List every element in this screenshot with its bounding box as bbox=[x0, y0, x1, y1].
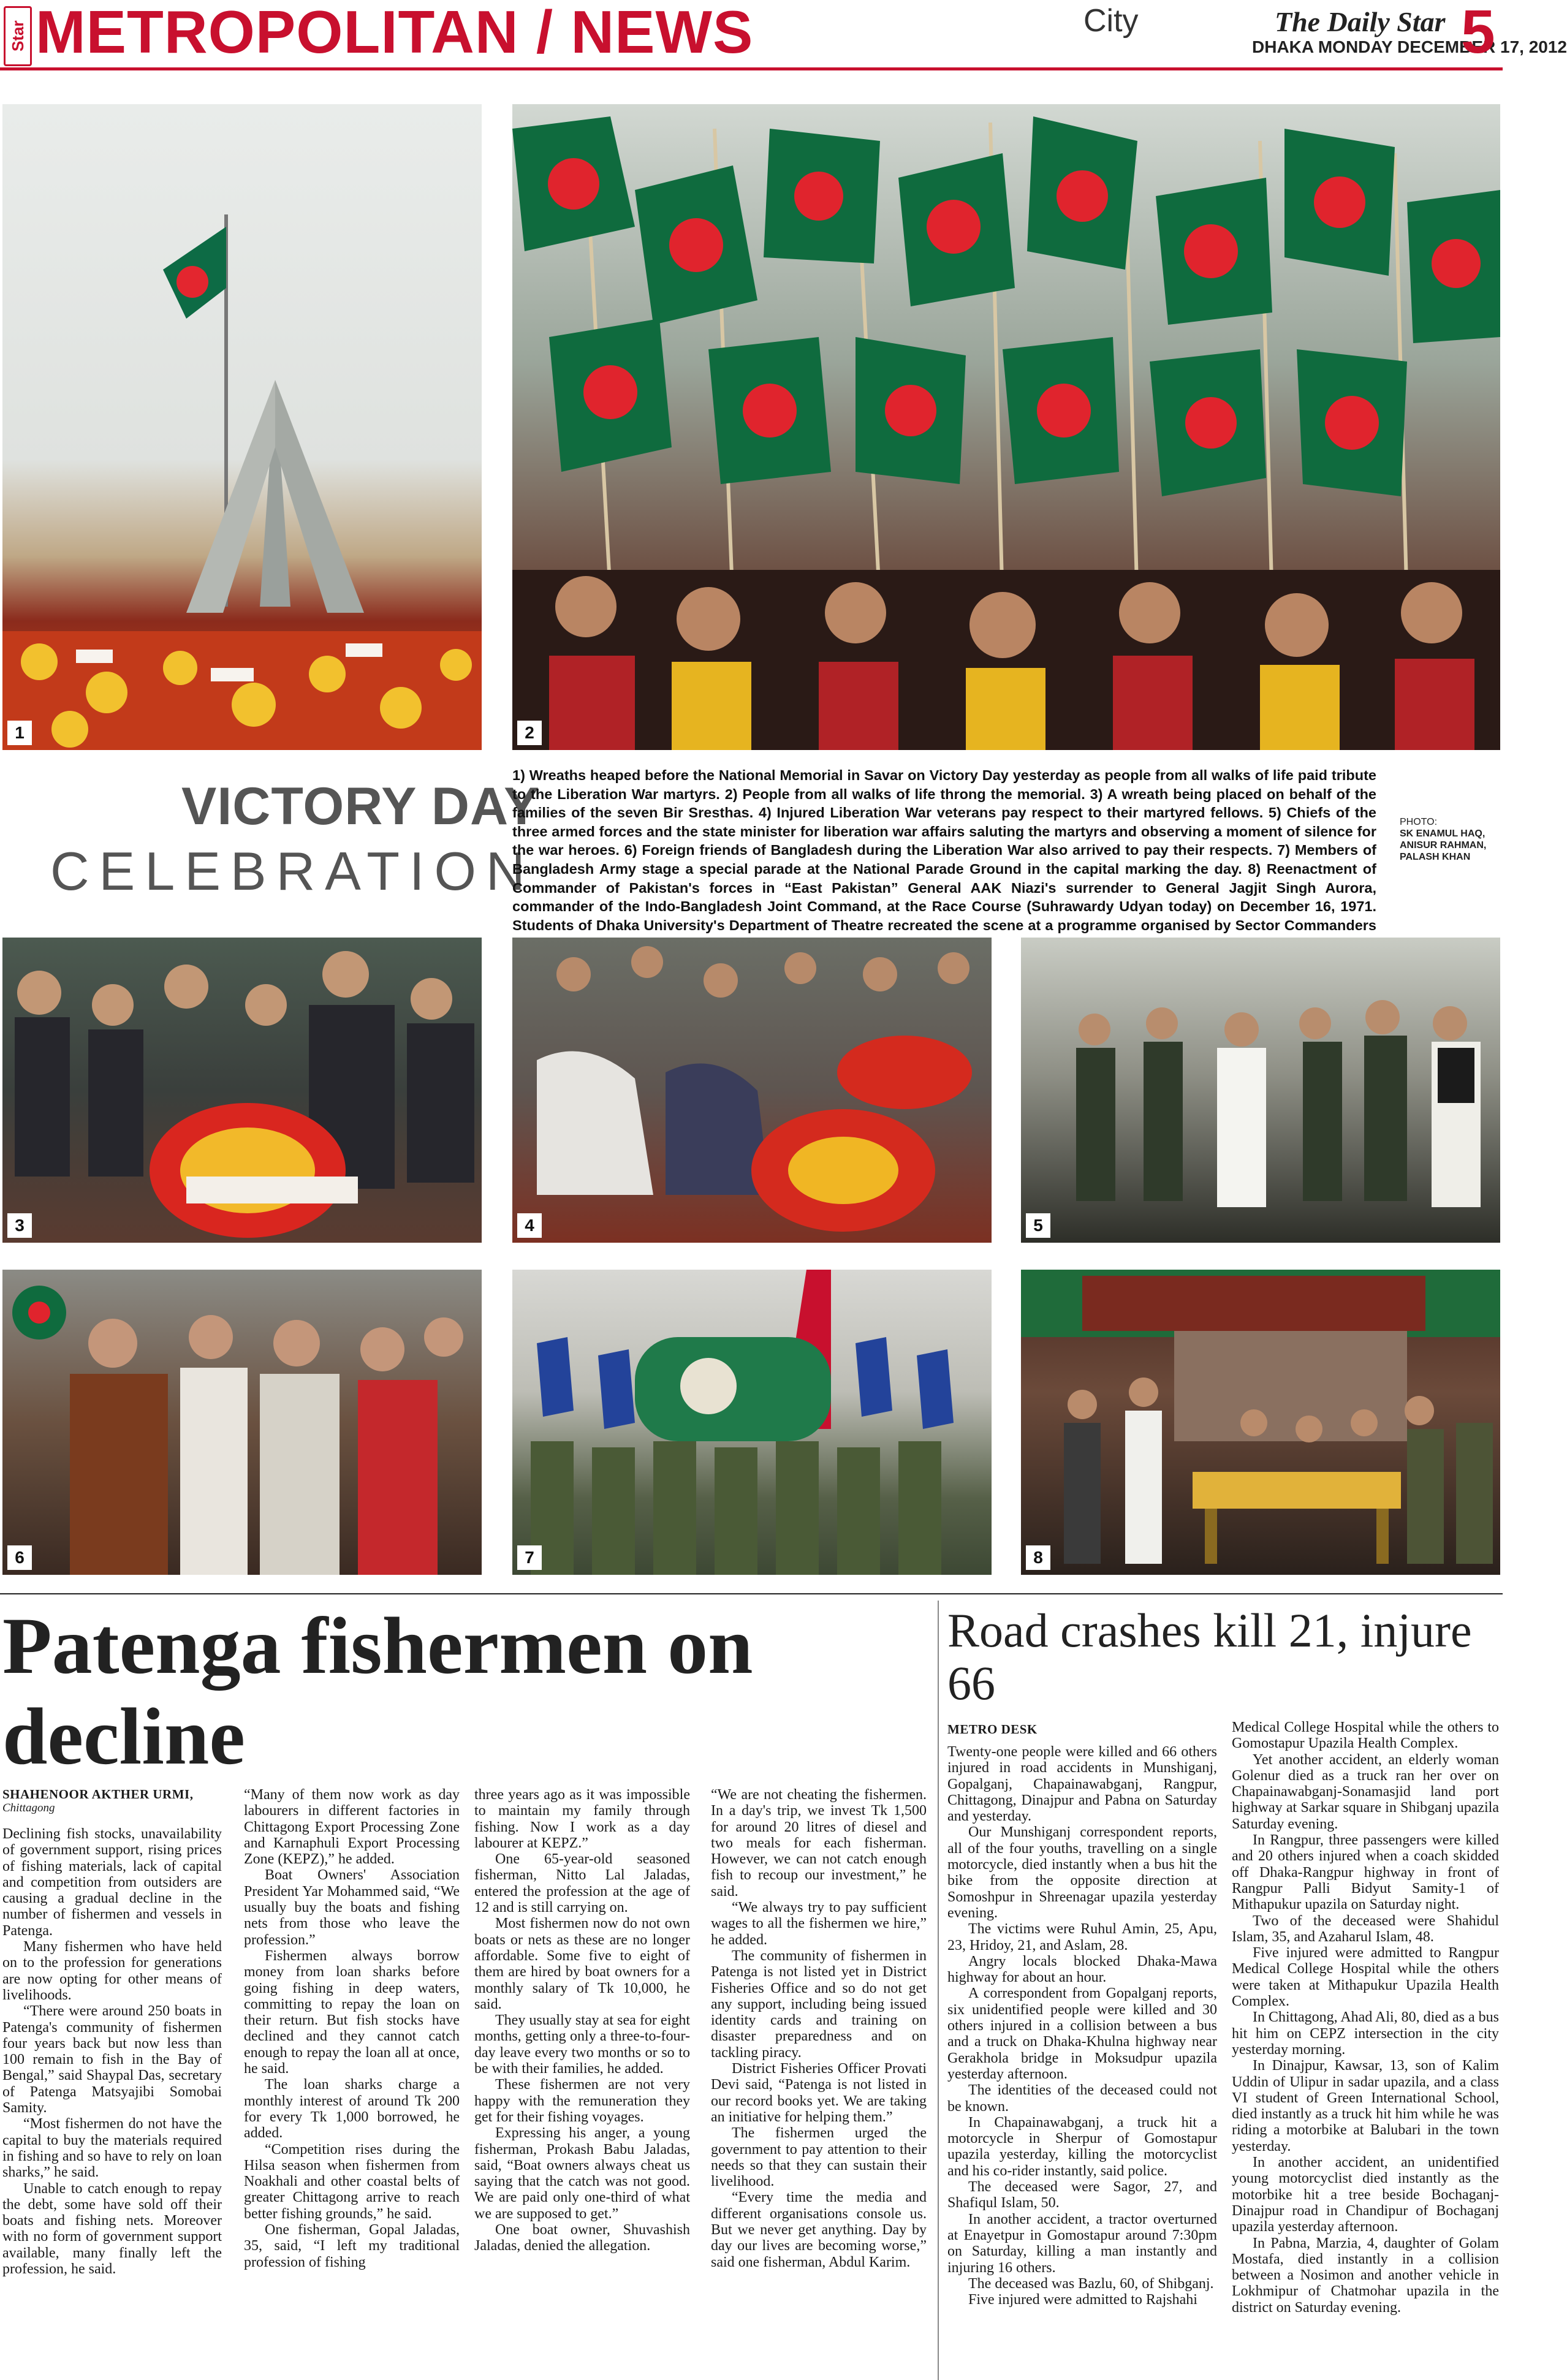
paragraph: Many fishermen who have held on to the profession for generations are now opting for other means of livelihoods. bbox=[2, 1939, 222, 2003]
photo-number: 2 bbox=[517, 721, 542, 745]
paragraph: They usually stay at sea for eight months, getting only a three-to-four-day leave every two months or so to be with their families, he added. bbox=[474, 2012, 690, 2077]
photo-foreign-friends bbox=[2, 1270, 482, 1575]
paper-name: The Daily Star bbox=[1275, 6, 1446, 37]
photo-number: 5 bbox=[1026, 1213, 1050, 1238]
fish-story-byline: SHAHENOOR AKTHER URMI, bbox=[2, 1787, 194, 1802]
fish-story-column-3 bbox=[474, 1787, 690, 2254]
paragraph: One fisherman, Gopal Jaladas, 35, said, “I left my traditional profession of fishing bbox=[244, 2222, 460, 2270]
paragraph: The community of fishermen in Patenga is not listed yet in District Fisheries Office and so do not get any support, including being issued identity cards and training on disaster preparedness and on tackling piracy. bbox=[711, 1947, 927, 2061]
star-logo: Star bbox=[4, 6, 32, 66]
paragraph: Five injured were admitted to Rajshahi bbox=[968, 2292, 1197, 2308]
paragraph: “Every time the media and different organisations console us. But we never get anything. Day by day our lives are becoming worse,” said one fisherman, Abdul Karim. bbox=[711, 2189, 927, 2270]
paragraph: “Many of them now work as day labourers in different factories in Chittagong Export Processing Zone and Karnaphuli Export Processing Zone (KEPZ),” he added. bbox=[244, 1787, 460, 1868]
paragraph: Twenty-one people were killed and 66 others injured in road accidents in Munshiganj, Gopalganj, Chapainawabganj, Rangpur, Chittagong, Dinajpur and Pabna on Saturday and yesterday. bbox=[947, 1744, 1217, 1825]
paragraph: In another accident, a tractor overturned at Enayetpur in Gomostapur around 7:30pm on Saturday, killing a man instantly and injuring 16 others. bbox=[947, 2211, 1217, 2276]
paragraph: The deceased were Sagor, 27, and Shafiqul Islam, 50. bbox=[947, 2179, 1217, 2211]
memorial-illustration bbox=[2, 104, 482, 750]
feature-title-line2: CELEBRATION bbox=[50, 841, 535, 901]
column-rule bbox=[938, 1601, 939, 2380]
paragraph: “We always try to pay sufficient wages to all the fishermen we hire,” he added. bbox=[711, 1900, 927, 1948]
photo-forces-chiefs-salute bbox=[1021, 938, 1500, 1243]
dateline: DHAKA MONDAY DECEMBER 17, 2012 bbox=[1252, 37, 1567, 56]
feature-title-line1: VICTORY DAY bbox=[181, 777, 540, 836]
fish-story-column-2 bbox=[244, 1787, 460, 2270]
paragraph: District Fisheries Officer Provati Devi said, “Patenga is not listed in our record books yet. We are taking an initiative for helping them.” bbox=[711, 2061, 927, 2125]
page-number: 5 bbox=[1461, 0, 1495, 66]
masthead-rule bbox=[0, 67, 1503, 70]
photo-credit-label: PHOTO: bbox=[1400, 817, 1438, 827]
reenactment-illustration bbox=[1021, 1270, 1500, 1575]
fish-story-column-1 bbox=[2, 1826, 222, 2277]
paragraph: “We are not cheating the fishermen. In a day's trip, we invest Tk 1,500 for around 20 litres of diesel and two meals for each fisherman. However, we can not catch enough fish to recoup our investment,” he said. bbox=[711, 1787, 927, 1900]
paragraph: In Rangpur, three passengers were killed and 20 others injured when a coach skidded off Dhaka-Rangpur highway in front of Rangpur Palli Bidyut Samity-1 of Mithapukur upazila on Saturday night. bbox=[1232, 1832, 1499, 1913]
paragraph: Most fishermen now do not own boats or nets as these are no longer affordable. Some five to eight of them are hired by boat owners for a monthly salary of Tk 10,000, he said. bbox=[474, 1916, 690, 2012]
road-story-byline: METRO DESK bbox=[947, 1722, 1038, 1737]
photo-number: 6 bbox=[7, 1545, 32, 1570]
flags-illustration bbox=[512, 104, 1500, 750]
paragraph: “Most fishermen do not have the capital to buy the materials required in fishing and so have to rely on loan sharks,” he said. bbox=[2, 2116, 222, 2181]
paragraph: Boat Owners' Association President Yar Mohammed said, “We usually buy the boats and fishing nets from those who leave the profession.” bbox=[244, 1867, 460, 1948]
paragraph: In Pabna, Marzia, 4, daughter of Golam Mostafa, died instantly in a collision between a Nosimon and another vehicle in Lokhmipur of Chatmohar upazila in the district on Saturday evening. bbox=[1232, 2235, 1499, 2316]
photo-caption: 1) Wreaths heaped before the National Memorial in Savar on Victory Day yesterday as people from all walks of life paid tribute to the Liberation War martyrs. 2) People from all walks of life throng the memorial. 3) A wreath being placed on behalf of the families of the seven Bir Sresthas. 4) Injured Liberation War veterans pay respect to their martyred fellows. 5) Chiefs of the three armed forces and the state minister for liberation war affairs saluting the martyrs and observing a moment of silence for the war heroes. 6) Foreign friends of Bangladesh during the Liberation War also arrived to pay their respects. 7) Members of Bangladesh Army stage a special parade at the National Parade Ground in the capital marking the day. 8) Reenactment of Commander of Pakistan's forces in “East Pakistan” General AAK Niazi's surrender to General Jagjit Singh Aurora, commander of the Indo-Bangladesh Joint Command, at the Race Course (Suhrawardy Udyan today) on December 16, 1971. Students of Dhaka University's Department of Theatre recreated the scene at a programme organised by Sector Commanders bbox=[512, 767, 1376, 933]
paragraph: These fishermen are not very happy with the remuneration they get for their fishing voyages. bbox=[474, 2077, 690, 2125]
photo-national-memorial bbox=[2, 104, 482, 750]
paragraph: The loan sharks charge a monthly interest of around Tk 200 for every Tk 1,000 borrowed, he added. bbox=[244, 2077, 460, 2142]
fish-story-dateline: Chittagong bbox=[2, 1802, 55, 1814]
wreath-illustration bbox=[2, 938, 482, 1243]
salute-illustration bbox=[1021, 938, 1500, 1243]
photo-number: 1 bbox=[7, 721, 32, 745]
photo-army-parade bbox=[512, 1270, 992, 1575]
road-story-column-2 bbox=[1232, 1719, 1499, 2316]
paragraph: “Competition rises during the Hilsa season when fishermen from Noakhali and other coastal belts of greater Chittagong arrive to reach better fishing grounds,” he said. bbox=[244, 2141, 460, 2222]
photo-crowd-flags bbox=[512, 104, 1500, 750]
paragraph: Declining fish stocks, unavailability of government support, rising prices of fishing materials, lack of capital and competition from outsiders are causing a gradual decline in the number of fishermen and vessels in Patenga. bbox=[2, 1826, 222, 1939]
parade-illustration bbox=[512, 1270, 992, 1575]
paragraph: Angry locals blocked Dhaka-Mawa highway for about an hour. bbox=[947, 1953, 1217, 1986]
photo-number: 4 bbox=[517, 1213, 542, 1238]
paragraph: One 65-year-old seasoned fisherman, Nitto Lal Jaladas, entered the profession at the age of 12 and is still carrying on. bbox=[474, 1851, 690, 1916]
paragraph: three years ago as it was impossible to maintain my family through fishing. Now I work as a day labourer at KEPZ.” bbox=[474, 1787, 690, 1851]
paragraph: Yet another accident, an elderly woman Golenur died as a truck ran her over on Chapainawabganj-Sonamasjid land port highway at Sarkar square in Shibganj upazila Saturday evening. bbox=[1232, 1751, 1499, 1832]
photo-credit-names: SK ENAMUL HAQ, ANISUR RAHMAN, PALASH KHAN bbox=[1400, 828, 1487, 862]
paragraph: In Chapainawabganj, a truck hit a motorcycle in Sherpur of Gomostapur upazila yesterday, killing the motorcyclist and his co-rider instantly, said police. bbox=[947, 2114, 1217, 2179]
foreign-friends-illustration bbox=[2, 1270, 482, 1575]
paragraph: Two of the deceased were Shahidul Islam, 35, and Azaharul Islam, 48. bbox=[1232, 1912, 1499, 1945]
road-story-column-1 bbox=[947, 1744, 1217, 2308]
paragraph: A correspondent from Gopalganj reports, six unidentified people were killed and 30 others injured in a collision between a bus and a truck on Dhaka-Khulna highway near Gerakhola bridge in Moksudpur upazila yesterday afternoon. bbox=[947, 1985, 1217, 2082]
paragraph: The deceased was Bazlu, 60, of Shibganj. bbox=[968, 2275, 1214, 2292]
fish-story-column-4 bbox=[711, 1787, 927, 2270]
paragraph: In another accident, an unidentified young motorcyclist died instantly as the motorbike hit a tree beside Bochaganj-Dinajpur road in Chandipur of Bochaganj upazila yesterday afternoon. bbox=[1232, 2155, 1499, 2235]
photo-war-veterans bbox=[512, 938, 992, 1243]
paragraph: The victims were Ruhul Amin, 25, Apu, 23, Hridoy, 21, and Aslam, 28. bbox=[947, 1921, 1217, 1954]
photo-number: 3 bbox=[7, 1213, 32, 1238]
paragraph: In Dinajpur, Kawsar, 13, son of Kalim Uddin of Ulipur in sadar upazila, and a class VI student of Green International School, died instantly as a truck hit him while he was riding a motorbike at Balubari in the town yesterday. bbox=[1232, 2058, 1499, 2155]
veterans-illustration bbox=[512, 938, 992, 1243]
photo-credit bbox=[1400, 816, 1498, 863]
paragraph: The fishermen urged the government to pay attention to their needs so that they can sustain their livelihood. bbox=[711, 2125, 927, 2190]
paragraph: Fishermen always borrow money from loan sharks before going fishing in deep waters, committing to repay the loan on their return. But fish stocks have declined and they cannot catch enough to repay the loan all at once, he said. bbox=[244, 1947, 460, 2077]
paragraph: Our Munshiganj correspondent reports, all of the four youths, travelling on a single motorcycle, died instantly when a bus hit the bike from the opposite direction at Somoshpur in Shreenagar upazila yesterday evening. bbox=[947, 1824, 1217, 1921]
photo-number: 7 bbox=[517, 1545, 542, 1570]
road-story-headline: Road crashes kill 21, injure 66 bbox=[947, 1604, 1472, 1710]
fish-story-headline: Patenga fishermen on decline bbox=[2, 1601, 753, 1781]
photo-number: 8 bbox=[1026, 1545, 1050, 1570]
section-title: METROPOLITAN / NEWS bbox=[36, 0, 754, 66]
story-divider bbox=[0, 1593, 1503, 1594]
photo-wreath-bir-sresthas bbox=[2, 938, 482, 1243]
city-label: City bbox=[1083, 3, 1139, 39]
paragraph: Five injured were admitted to Rangpur Medical College Hospital while the others were taken at Mithapukur Upazila Health Complex. bbox=[1232, 1945, 1499, 2010]
masthead bbox=[0, 0, 1567, 69]
paragraph: Medical College Hospital while the others to Gomostapur Upazila Health Complex. bbox=[1232, 1719, 1499, 1752]
paragraph: In Chittagong, Ahad Ali, 80, died as a bus hit him on CEPZ intersection in the city yesterday morning. bbox=[1232, 2009, 1499, 2058]
paragraph: One boat owner, Shuvashish Jaladas, denied the allegation. bbox=[474, 2222, 690, 2254]
paragraph: “There were around 250 boats in Patenga's community of fishermen four years back but now less than 100 remain to fish in the Bay of Bengal,” said Shaypal Das, secretary of Patenga Matsyajibi Somobai Samity. bbox=[2, 2003, 222, 2117]
paragraph: Unable to catch enough to repay the debt, some have sold off their boats and fishing nets. Moreover with no form of government support available, many finally left the profession, he said. bbox=[2, 2180, 222, 2278]
photo-surrender-reenactment bbox=[1021, 1270, 1500, 1575]
paragraph: The identities of the deceased could not be known. bbox=[947, 2082, 1217, 2115]
paragraph: Expressing his anger, a young fisherman, Prokash Babu Jaladas, said, “Boat owners always cheat us saying that the catch was not good. We are paid only one-third of what we are supposed to get.” bbox=[474, 2125, 690, 2222]
